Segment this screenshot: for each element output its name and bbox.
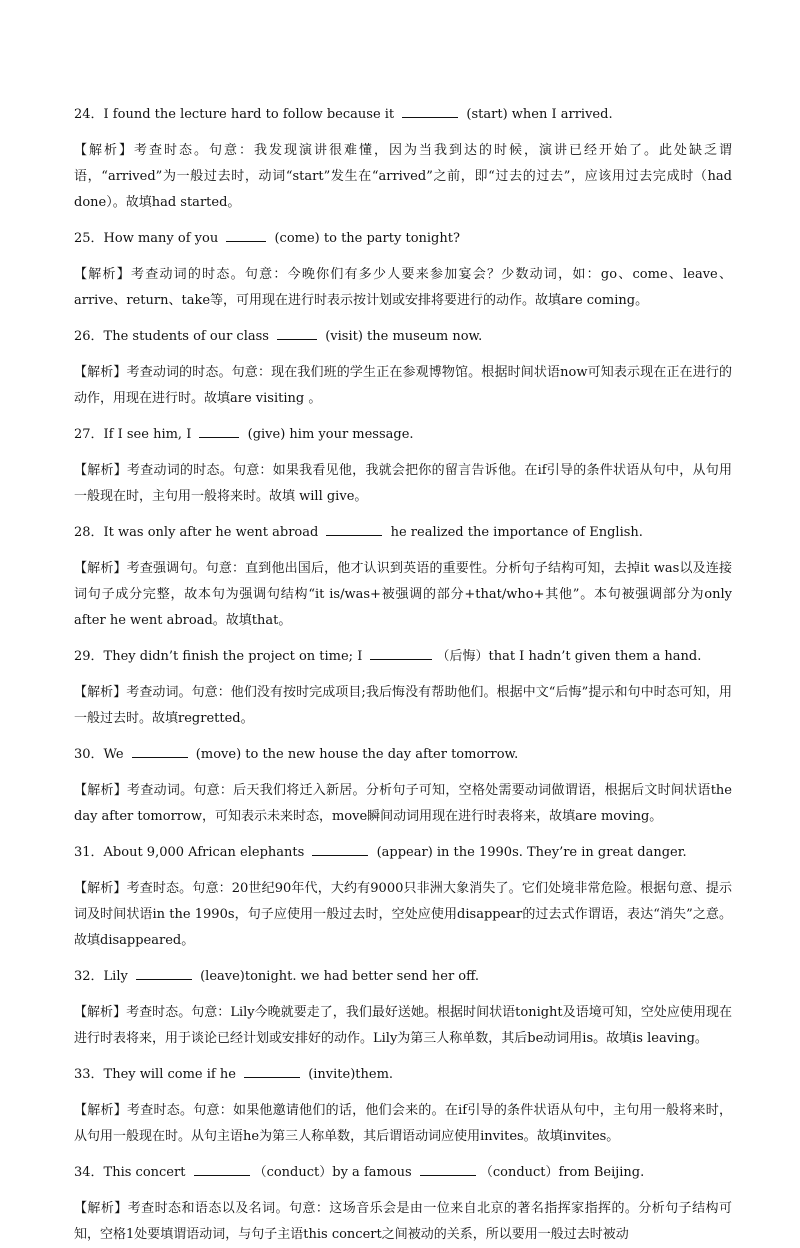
answer-blank[interactable] xyxy=(199,425,239,438)
analysis: 【解析】考查时态。句意：20世纪90年代，大约有9000只非洲大象消失了。它们处境非常危险。根据句意、提示词及时间状语in the 1990s，句子应使用一般过去时，空处应使用disappear的过去式作谓语，表达“消失”之意。故填disappeared。 xyxy=(74,881,732,948)
question-text: 27．If I see him, I xyxy=(74,427,196,442)
answer-blank[interactable] xyxy=(194,1163,250,1176)
question-text: (appear) in the 1990s. They’re in great danger. xyxy=(372,845,687,860)
exercise-item xyxy=(74,327,732,412)
analysis: 【解析】考查动词的时态。句意：如果我看见他，我就会把你的留言告诉他。在if引导的条件状语从句中，从句用一般现在时，主句用一般将来时。故填 will give。 xyxy=(74,463,732,504)
exercise-item xyxy=(74,647,732,732)
question-text: 26．The students of our class xyxy=(74,329,274,344)
answer-blank[interactable] xyxy=(326,523,382,536)
question xyxy=(74,647,732,667)
exercise-item xyxy=(74,229,732,314)
question-text: (come) to the party tonight? xyxy=(270,231,460,246)
question xyxy=(74,1065,732,1085)
analysis: 【解析】考查动词的时态。句意：现在我们班的学生正在参观博物馆。根据时间状语now可知表示现在正在进行的动作，用现在进行时。故填are visiting 。 xyxy=(74,365,732,406)
exercise-item xyxy=(74,967,732,1052)
analysis: 【解析】考查时态和语态以及名词。句意：这场音乐会是由一位来自北京的著名指挥家指挥的。分析句子结构可知，空格1处要填谓语动词，与句子主语this concert之间被动的关系，所以要用一般过去时被动 xyxy=(74,1201,732,1242)
question-text: 25．How many of you xyxy=(74,231,223,246)
question-text: 29．They didn’t finish the project on time; I xyxy=(74,649,367,664)
answer-blank[interactable] xyxy=(136,967,192,980)
question xyxy=(74,425,732,445)
question-text: (visit) the museum now. xyxy=(321,329,483,344)
answer-blank[interactable] xyxy=(132,745,188,758)
question-text: （conduct）from Beijing. xyxy=(479,1165,645,1180)
question-text: (give) him your message. xyxy=(243,427,414,442)
question-text: （后悔）that I hadn’t given them a hand. xyxy=(436,649,702,664)
question-text: 34．This concert xyxy=(74,1165,190,1180)
exercise-item xyxy=(74,843,732,954)
question-text: he realized the importance of English. xyxy=(386,525,643,540)
question xyxy=(74,843,732,863)
answer-blank[interactable] xyxy=(312,843,368,856)
question xyxy=(74,745,732,765)
question xyxy=(74,1163,732,1183)
question-text: (leave)tonight. we had better send her off. xyxy=(195,969,480,984)
question-text: (move) to the new house the day after tomorrow. xyxy=(191,747,519,762)
answer-blank[interactable] xyxy=(420,1163,476,1176)
answer-blank[interactable] xyxy=(277,327,317,340)
exercise-item xyxy=(74,105,732,216)
analysis: 【解析】考查动词。句意：后天我们将迁入新居。分析句子可知，空格处需要动词做谓语，根据后文时间状语the day after tomorrow，可知表示未来时态，move瞬间动词用现在进行时表将来，故填are moving。 xyxy=(74,783,732,824)
question-text: (start) when I arrived. xyxy=(462,107,613,122)
answer-blank[interactable] xyxy=(370,647,432,660)
question-text: 24．I found the lecture hard to follow because it xyxy=(74,107,399,122)
answer-blank[interactable] xyxy=(402,105,458,118)
analysis: 【解析】考查时态。句意：我发现演讲很难懂，因为当我到达的时候，演讲已经开始了。此处缺乏谓语，“arrived”为一般过去时，动词“start”发生在“arrived”之前，即“过去的过去”，应该用过去完成时（had done）。故填had started。 xyxy=(74,143,732,210)
analysis: 【解析】考查时态。句意：如果他邀请他们的话，他们会来的。在if引导的条件状语从句中，主句用一般将来时，从句用一般现在时。从句主语he为第三人称单数，其后谓语动词应使用invites。故填invites。 xyxy=(74,1103,732,1144)
question xyxy=(74,105,732,125)
answer-blank[interactable] xyxy=(244,1065,300,1078)
question-text: (invite)them. xyxy=(304,1067,394,1082)
question xyxy=(74,229,732,249)
question xyxy=(74,327,732,347)
answer-blank[interactable] xyxy=(226,229,266,242)
analysis: 【解析】考查强调句。句意：直到他出国后，他才认识到英语的重要性。分析句子结构可知，去掉it was以及连接词句子成分完整，故本句为强调句结构“it is/was+被强调的部分+that/who+其他”。本句被强调部分为only after he went abroad。故填that。 xyxy=(74,561,732,628)
exercise-item xyxy=(74,1065,732,1150)
analysis: 【解析】考查动词。句意：他们没有按时完成项目;我后悔没有帮助他们。根据中文“后悔”提示和句中时态可知，用一般过去时。故填regretted。 xyxy=(74,685,732,726)
analysis: 【解析】考查动词的时态。句意：今晚你们有多少人要来参加宴会？少数动词，如：go、come、leave、arrive、return、take等，可用现在进行时表示按计划或安排将要进行的动作。故填are coming。 xyxy=(74,267,732,308)
question-text: 31．About 9,000 African elephants xyxy=(74,845,309,860)
question-text: 32．Lily xyxy=(74,969,132,984)
question-text: 28．It was only after he went abroad xyxy=(74,525,323,540)
exercise-item xyxy=(74,1163,732,1248)
exercise-item xyxy=(74,425,732,510)
question-text: 33．They will come if he xyxy=(74,1067,241,1082)
question-text: （conduct）by a famous xyxy=(253,1165,416,1180)
question xyxy=(74,967,732,987)
question xyxy=(74,523,732,543)
exercise-item xyxy=(74,523,732,634)
exercise-item xyxy=(74,745,732,830)
analysis: 【解析】考查时态。句意：Lily今晚就要走了，我们最好送她。根据时间状语tonight及语境可知，空处应使用现在进行时表将来，用于谈论已经计划或安排好的动作。Lily为第三人称单数，其后be动词用is。故填is leaving。 xyxy=(74,1005,732,1046)
question-text: 30．We xyxy=(74,747,128,762)
